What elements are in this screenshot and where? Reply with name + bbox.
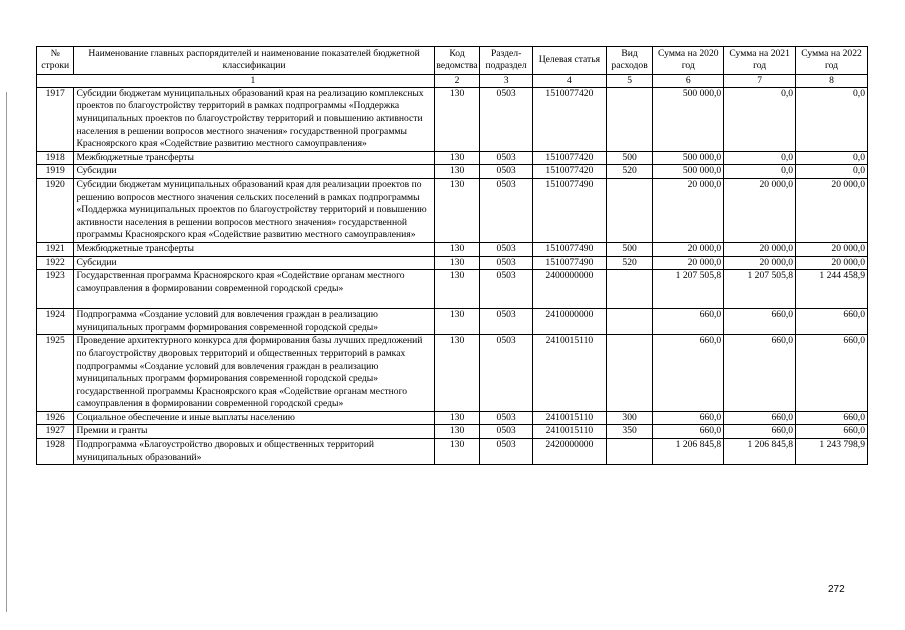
header-row-number: № строки xyxy=(37,47,74,75)
table-row xyxy=(37,165,868,179)
department-code-cell: 130 xyxy=(434,151,480,165)
table-row xyxy=(37,87,868,151)
column-number: 4 xyxy=(532,74,606,87)
sum-2021-cell: 20 000,0 xyxy=(724,256,796,270)
sum-2021-cell: 20 000,0 xyxy=(724,178,796,242)
sum-2022-cell: 20 000,0 xyxy=(796,178,868,242)
header-section: Раздел-подраздел xyxy=(480,47,533,75)
sum-2020-cell: 1 207 505,8 xyxy=(653,270,724,309)
expense-type-cell xyxy=(606,178,653,242)
sum-2022-cell: 20 000,0 xyxy=(796,242,868,256)
name-cell: Межбюджетные трансферты xyxy=(74,151,434,165)
expense-type-cell: 520 xyxy=(606,256,653,270)
table-header-row xyxy=(37,47,868,75)
header-name: Наименование главных распорядителей и наименование показателей бюджетной классификации xyxy=(74,47,434,75)
table-row xyxy=(37,242,868,256)
department-code-cell: 130 xyxy=(434,309,480,335)
department-code-cell: 130 xyxy=(434,242,480,256)
table-body xyxy=(37,87,868,464)
department-code-cell: 130 xyxy=(434,178,480,242)
section-cell: 0503 xyxy=(480,270,533,309)
table-row xyxy=(37,411,868,425)
section-cell: 0503 xyxy=(480,425,533,439)
expense-type-cell: 350 xyxy=(606,425,653,439)
page-number: 272 xyxy=(828,584,845,595)
table-row xyxy=(37,309,868,335)
expense-type-cell xyxy=(606,87,653,151)
name-cell: Субсидии бюджетам муниципальных образований края на реализацию комплексных проектов по благоустройству территорий в рамках подпрограммы «Поддержка муниципальных проектов по благоустройству территорий и повышению активности населения в решении вопросов местного значения» государственной программы Красноярского края «Содействие развитию местного самоуправления» xyxy=(74,87,434,151)
row-number-cell: 1920 xyxy=(37,178,74,242)
table-row xyxy=(37,270,868,309)
header-sum-2020: Сумма на 2020 год xyxy=(653,47,724,75)
sum-2020-cell: 20 000,0 xyxy=(653,242,724,256)
sum-2021-cell: 660,0 xyxy=(724,425,796,439)
table-row xyxy=(37,178,868,242)
section-cell: 0503 xyxy=(480,335,533,412)
target-article-cell: 1510077490 xyxy=(532,256,606,270)
column-number: 3 xyxy=(480,74,533,87)
sum-2020-cell: 500 000,0 xyxy=(653,151,724,165)
expense-type-cell xyxy=(606,335,653,412)
scan-edge-line xyxy=(6,92,7,612)
target-article-cell: 2410015110 xyxy=(532,411,606,425)
column-number: 5 xyxy=(606,74,653,87)
table-row xyxy=(37,151,868,165)
row-number-cell: 1926 xyxy=(37,411,74,425)
target-article-cell: 1510077420 xyxy=(532,165,606,179)
department-code-cell: 130 xyxy=(434,87,480,151)
sum-2020-cell: 660,0 xyxy=(653,425,724,439)
column-number-row xyxy=(37,74,868,87)
expense-type-cell: 300 xyxy=(606,411,653,425)
header-expense-type: Вид расходов xyxy=(606,47,653,75)
section-cell: 0503 xyxy=(480,151,533,165)
name-cell: Проведение архитектурного конкурса для формирования базы лучших предложений по благоустройству дворовых территорий и общественных территорий в рамках подпрограммы «Создание условий для вовлечения граждан в реализацию муниципальных программ формирования современной городской среды» государственной программы Красноярского края «Содействие органам местного самоуправления в формировании современной городской среды» xyxy=(74,335,434,412)
section-cell: 0503 xyxy=(480,165,533,179)
column-number: 7 xyxy=(724,74,796,87)
column-number: 8 xyxy=(796,74,868,87)
sum-2021-cell: 0,0 xyxy=(724,165,796,179)
department-code-cell: 130 xyxy=(434,256,480,270)
header-sum-2022: Сумма на 2022 год xyxy=(796,47,868,75)
expense-type-cell: 500 xyxy=(606,242,653,256)
sum-2021-cell: 660,0 xyxy=(724,335,796,412)
sum-2022-cell: 660,0 xyxy=(796,335,868,412)
sum-2022-cell: 0,0 xyxy=(796,151,868,165)
sum-2020-cell: 500 000,0 xyxy=(653,165,724,179)
sum-2020-cell: 500 000,0 xyxy=(653,87,724,151)
name-cell: Премии и гранты xyxy=(74,425,434,439)
target-article-cell: 1510077420 xyxy=(532,87,606,151)
table-row xyxy=(37,256,868,270)
sum-2021-cell: 0,0 xyxy=(724,87,796,151)
section-cell: 0503 xyxy=(480,411,533,425)
row-number-cell: 1927 xyxy=(37,425,74,439)
column-number: 6 xyxy=(653,74,724,87)
sum-2022-cell: 660,0 xyxy=(796,309,868,335)
sum-2021-cell: 1 207 505,8 xyxy=(724,270,796,309)
row-number-cell: 1928 xyxy=(37,439,74,465)
department-code-cell: 130 xyxy=(434,411,480,425)
table-row xyxy=(37,425,868,439)
sum-2021-cell: 660,0 xyxy=(724,309,796,335)
name-cell: Субсидии xyxy=(74,256,434,270)
target-article-cell: 2420000000 xyxy=(532,439,606,465)
target-article-cell: 1510077490 xyxy=(532,242,606,256)
section-cell: 0503 xyxy=(480,309,533,335)
section-cell: 0503 xyxy=(480,87,533,151)
section-cell: 0503 xyxy=(480,256,533,270)
table-row xyxy=(37,335,868,412)
row-number-cell: 1917 xyxy=(37,87,74,151)
header-target-article: Целевая статья xyxy=(532,47,606,75)
sum-2022-cell: 0,0 xyxy=(796,87,868,151)
row-number-cell: 1921 xyxy=(37,242,74,256)
header-department-code: Код ведомства xyxy=(434,47,480,75)
expense-type-cell: 500 xyxy=(606,151,653,165)
name-cell: Государственная программа Красноярского края «Содействие органам местного самоуправления в формировании современной городской среды» xyxy=(74,270,434,309)
row-number-cell: 1925 xyxy=(37,335,74,412)
target-article-cell: 1510077420 xyxy=(532,151,606,165)
section-cell: 0503 xyxy=(480,439,533,465)
sum-2021-cell: 0,0 xyxy=(724,151,796,165)
department-code-cell: 130 xyxy=(434,335,480,412)
table-row xyxy=(37,439,868,465)
sum-2021-cell: 20 000,0 xyxy=(724,242,796,256)
column-number: 2 xyxy=(434,74,480,87)
name-cell: Подпрограмма «Создание условий для вовлечения граждан в реализацию муниципальных программ формирования современной городской среды» xyxy=(74,309,434,335)
department-code-cell: 130 xyxy=(434,270,480,309)
row-number-cell: 1918 xyxy=(37,151,74,165)
sum-2020-cell: 20 000,0 xyxy=(653,256,724,270)
sum-2022-cell: 1 243 798,9 xyxy=(796,439,868,465)
expense-type-cell xyxy=(606,270,653,309)
department-code-cell: 130 xyxy=(434,439,480,465)
target-article-cell: 2410015110 xyxy=(532,425,606,439)
row-number-cell: 1924 xyxy=(37,309,74,335)
section-cell: 0503 xyxy=(480,178,533,242)
sum-2021-cell: 1 206 845,8 xyxy=(724,439,796,465)
sum-2020-cell: 20 000,0 xyxy=(653,178,724,242)
section-cell: 0503 xyxy=(480,242,533,256)
sum-2022-cell: 0,0 xyxy=(796,165,868,179)
expense-type-cell xyxy=(606,309,653,335)
target-article-cell: 2400000000 xyxy=(532,270,606,309)
sum-2022-cell: 20 000,0 xyxy=(796,256,868,270)
sum-2020-cell: 660,0 xyxy=(653,335,724,412)
sum-2021-cell: 660,0 xyxy=(724,411,796,425)
row-number-cell: 1922 xyxy=(37,256,74,270)
budget-table xyxy=(36,46,868,465)
sum-2020-cell: 660,0 xyxy=(653,411,724,425)
department-code-cell: 130 xyxy=(434,165,480,179)
name-cell: Межбюджетные трансферты xyxy=(74,242,434,256)
expense-type-cell: 520 xyxy=(606,165,653,179)
sum-2022-cell: 1 244 458,9 xyxy=(796,270,868,309)
sum-2022-cell: 660,0 xyxy=(796,411,868,425)
name-cell: Субсидии бюджетам муниципальных образований края для реализации проектов по решению вопросов местного значения сельских поселений в рамках подпрограммы «Поддержка муниципальных проектов по благоустройству территорий и повышению активности населения в решении вопросов местного значения» государственной программы Красноярского края «Содействие развитию местного самоуправления» xyxy=(74,178,434,242)
expense-type-cell xyxy=(606,439,653,465)
name-cell: Подпрограмма «Благоустройство дворовых и общественных территорий муниципальных образований» xyxy=(74,439,434,465)
target-article-cell: 2410015110 xyxy=(532,335,606,412)
sum-2020-cell: 660,0 xyxy=(653,309,724,335)
department-code-cell: 130 xyxy=(434,425,480,439)
target-article-cell: 1510077490 xyxy=(532,178,606,242)
column-number: 1 xyxy=(37,74,435,87)
header-sum-2021: Сумма на 2021 год xyxy=(724,47,796,75)
target-article-cell: 2410000000 xyxy=(532,309,606,335)
row-number-cell: 1919 xyxy=(37,165,74,179)
name-cell: Субсидии xyxy=(74,165,434,179)
sum-2022-cell: 660,0 xyxy=(796,425,868,439)
sum-2020-cell: 1 206 845,8 xyxy=(653,439,724,465)
row-number-cell: 1923 xyxy=(37,270,74,309)
name-cell: Социальное обеспечение и иные выплаты населению xyxy=(74,411,434,425)
